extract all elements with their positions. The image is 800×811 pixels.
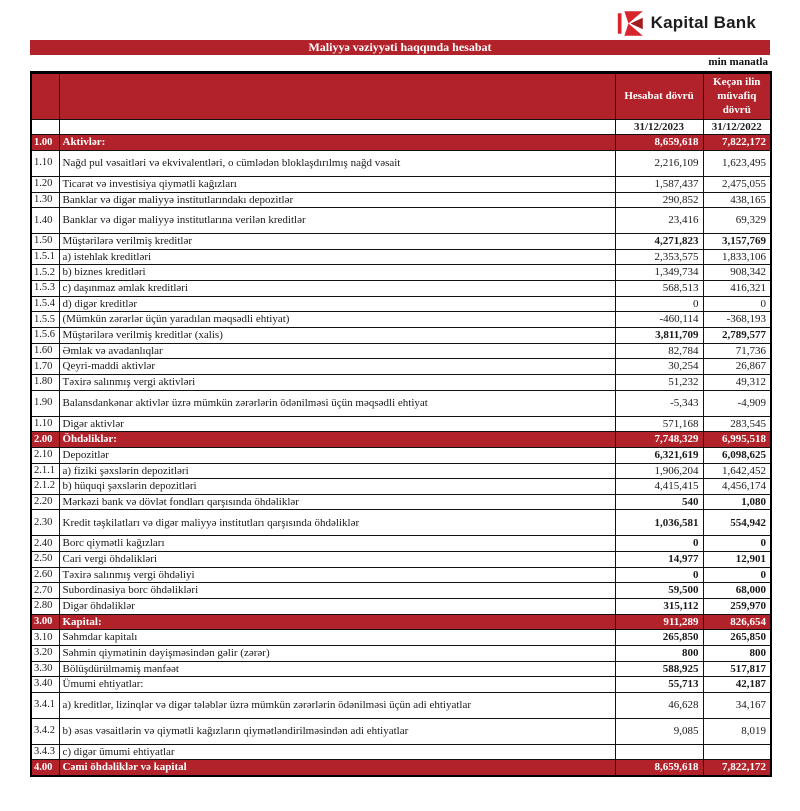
table-row (31, 208, 771, 234)
header-cell-number (31, 73, 59, 120)
row-num: 3.40 (31, 677, 59, 693)
date-header-row (31, 120, 771, 135)
row-num: 2.10 (31, 447, 59, 463)
row-v2: 517,817 (703, 661, 771, 677)
row-label: Bölüşdürülməmiş mənfəət (59, 661, 615, 677)
row-num: 3.4.3 (31, 744, 59, 760)
row-v2: 26,867 (703, 359, 771, 375)
table-row (31, 390, 771, 416)
row-num: 1.90 (31, 390, 59, 416)
row-label: Kapital: (59, 614, 615, 630)
table-row (31, 249, 771, 265)
row-num: 1.60 (31, 343, 59, 359)
table-row (31, 374, 771, 390)
row-label: Depozitlər (59, 447, 615, 463)
row-v1: 911,289 (615, 614, 703, 630)
row-label: Qeyri-maddi aktivlər (59, 359, 615, 375)
row-v2: 265,850 (703, 630, 771, 646)
row-v2: 554,942 (703, 510, 771, 536)
row-v1: 0 (615, 296, 703, 312)
date-cell-empty (59, 120, 615, 135)
row-label: Əmlak və avadanlıqlar (59, 343, 615, 359)
row-label: Müştərilərə verilmiş kreditlər (xalis) (59, 328, 615, 344)
table-row (31, 416, 771, 432)
row-label: a) fiziki şəxslərin depozitləri (59, 463, 615, 479)
table-row (31, 583, 771, 599)
row-label: (Mümkün zərərlər üçün yaradılan məqsədli ehtiyat) (59, 312, 615, 328)
row-label: c) digər ümumi ehtiyatlar (59, 744, 615, 760)
row-label: Cəmi öhdəliklər və kapital (59, 760, 615, 776)
row-v2: -4,909 (703, 390, 771, 416)
row-v1: -5,343 (615, 390, 703, 416)
header-cell-prior-period: Keçən ilin müvafiq dövrü (703, 73, 771, 120)
table-row (31, 176, 771, 192)
row-v1: 82,784 (615, 343, 703, 359)
row-num: 3.20 (31, 645, 59, 661)
row-v1: 3,811,709 (615, 328, 703, 344)
row-v2: 438,165 (703, 192, 771, 208)
row-num: 2.40 (31, 536, 59, 552)
row-v1: 4,271,823 (615, 234, 703, 250)
row-v2: 42,187 (703, 677, 771, 693)
row-num: 1.5.5 (31, 312, 59, 328)
row-label: Səhmdar kapitalı (59, 630, 615, 646)
row-num: 3.4.1 (31, 692, 59, 718)
row-v2: 1,623,495 (703, 150, 771, 176)
row-v2: 2,789,577 (703, 328, 771, 344)
row-num: 1.80 (31, 374, 59, 390)
row-v2: 1,833,106 (703, 249, 771, 265)
row-label: Aktivlər: (59, 135, 615, 151)
table-row (31, 150, 771, 176)
column-header-row (31, 73, 771, 120)
table-row (31, 661, 771, 677)
table-row (31, 312, 771, 328)
row-label: Banklar və digər maliyyə institutlarına verilən kreditlər (59, 208, 615, 234)
row-v2: 49,312 (703, 374, 771, 390)
row-v1 (615, 744, 703, 760)
row-label: Ümumi ehtiyatlar: (59, 677, 615, 693)
row-label: Digər öhdəliklər (59, 598, 615, 614)
table-row (31, 598, 771, 614)
row-label: Öhdəliklər: (59, 432, 615, 448)
table-row (31, 265, 771, 281)
table-row (31, 192, 771, 208)
row-v1: 568,513 (615, 281, 703, 297)
header-cell-current-period: Hesabat dövrü (615, 73, 703, 120)
row-v1: 51,232 (615, 374, 703, 390)
row-v2: 0 (703, 296, 771, 312)
row-v2: 6,995,518 (703, 432, 771, 448)
row-v2: 3,157,769 (703, 234, 771, 250)
table-row (31, 343, 771, 359)
row-v1: 46,628 (615, 692, 703, 718)
header-cell-label (59, 73, 615, 120)
row-label: Səhmin qiymətinin dəyişməsindən gəlir (zərər) (59, 645, 615, 661)
row-v1: 55,713 (615, 677, 703, 693)
table-row (31, 296, 771, 312)
row-v1: 6,321,619 (615, 447, 703, 463)
row-num: 1.10 (31, 416, 59, 432)
row-v2: 0 (703, 536, 771, 552)
row-v2: 259,970 (703, 598, 771, 614)
row-v2: 283,545 (703, 416, 771, 432)
row-v2: 8,019 (703, 718, 771, 744)
row-num: 1.10 (31, 150, 59, 176)
row-v2: 68,000 (703, 583, 771, 599)
row-v1: 265,850 (615, 630, 703, 646)
row-num: 3.30 (31, 661, 59, 677)
row-v1: 8,659,618 (615, 135, 703, 151)
row-v1: 8,659,618 (615, 760, 703, 776)
row-label: Ticarət və investisiya qiymətli kağızları (59, 176, 615, 192)
row-num: 2.80 (31, 598, 59, 614)
row-label: Cari vergi öhdəlikləri (59, 552, 615, 568)
row-v2 (703, 744, 771, 760)
table-row (31, 479, 771, 495)
row-label: b) biznes kreditləri (59, 265, 615, 281)
table-row (31, 744, 771, 760)
report-table-body (31, 135, 771, 776)
row-v1: 14,977 (615, 552, 703, 568)
row-v1: -460,114 (615, 312, 703, 328)
row-v2: 69,329 (703, 208, 771, 234)
row-label: c) daşınmaz əmlak kreditləri (59, 281, 615, 297)
row-v1: 0 (615, 567, 703, 583)
table-row (31, 463, 771, 479)
row-num: 2.60 (31, 567, 59, 583)
row-v1: 4,415,415 (615, 479, 703, 495)
row-v1: 1,906,204 (615, 463, 703, 479)
row-num: 1.40 (31, 208, 59, 234)
row-v2: -368,193 (703, 312, 771, 328)
section-row (31, 614, 771, 630)
row-label: b) hüquqi şəxslərin depozitləri (59, 479, 615, 495)
page-header (0, 0, 800, 40)
table-row (31, 234, 771, 250)
table-row (31, 552, 771, 568)
table-row (31, 328, 771, 344)
row-num: 1.20 (31, 176, 59, 192)
row-label: Müştərilərə verilmiş kreditlər (59, 234, 615, 250)
table-row (31, 718, 771, 744)
row-label: d) digər kreditlər (59, 296, 615, 312)
table-row (31, 359, 771, 375)
brand-name: Kapital Bank (650, 13, 756, 32)
table-row (31, 677, 771, 693)
table-row (31, 494, 771, 510)
row-num: 2.50 (31, 552, 59, 568)
table-row (31, 447, 771, 463)
row-num: 3.4.2 (31, 718, 59, 744)
row-v1: 588,925 (615, 661, 703, 677)
row-label: Balansdankənar aktivlər üzrə mümkün zərərlərin ödənilməsi üçün məqsədli ehtiyat (59, 390, 615, 416)
table-row (31, 536, 771, 552)
row-v1: 2,216,109 (615, 150, 703, 176)
row-num: 2.20 (31, 494, 59, 510)
row-label: Banklar və digər maliyyə institutlarındakı depozitlər (59, 192, 615, 208)
row-label: a) kreditlər, lizinqlər və digər tələblər üzrə mümkün zərərlərin ödənilməsi üçün adi ehtiyatlar (59, 692, 615, 718)
table-row (31, 630, 771, 646)
financial-position-table (30, 71, 772, 777)
row-v1: 571,168 (615, 416, 703, 432)
row-label: Kredit təşkilatları və digər maliyyə institutları qarşısında öhdəliklər (59, 510, 615, 536)
row-label: Nağd pul vəsaitləri və ekvivalentləri, o cümlədən bloklaşdırılmış nağd vəsait (59, 150, 615, 176)
row-num: 2.00 (31, 432, 59, 448)
row-v2: 800 (703, 645, 771, 661)
section-row (31, 135, 771, 151)
table-row (31, 281, 771, 297)
row-label: b) əsas vəsaitlərin və qiymətli kağızların qiymətləndirilməsindən adi ehtiyatlar (59, 718, 615, 744)
kapital-bank-logo-icon (617, 10, 644, 37)
row-v2: 34,167 (703, 692, 771, 718)
row-num: 1.00 (31, 135, 59, 151)
row-v2: 0 (703, 567, 771, 583)
row-num: 2.1.1 (31, 463, 59, 479)
row-v1: 1,036,581 (615, 510, 703, 536)
row-v2: 71,736 (703, 343, 771, 359)
row-num: 2.30 (31, 510, 59, 536)
table-row (31, 510, 771, 536)
row-num: 3.00 (31, 614, 59, 630)
row-num: 1.5.3 (31, 281, 59, 297)
row-v2: 4,456,174 (703, 479, 771, 495)
row-v1: 0 (615, 536, 703, 552)
section-row (31, 760, 771, 776)
kapital-bank-logo (617, 10, 756, 37)
row-num: 2.70 (31, 583, 59, 599)
date-current-period: 31/12/2023 (615, 120, 703, 135)
row-v2: 1,080 (703, 494, 771, 510)
date-cell-empty (31, 120, 59, 135)
row-v2: 12,901 (703, 552, 771, 568)
row-num: 1.5.6 (31, 328, 59, 344)
row-num: 1.70 (31, 359, 59, 375)
section-row (31, 432, 771, 448)
row-num: 4.00 (31, 760, 59, 776)
row-v2: 1,642,452 (703, 463, 771, 479)
row-v2: 908,342 (703, 265, 771, 281)
table-row (31, 567, 771, 583)
row-label: Digər aktivlər (59, 416, 615, 432)
row-label: Təxirə salınmış vergi öhdəliyi (59, 567, 615, 583)
table-row (31, 692, 771, 718)
row-label: Subordinasiya borc öhdəlikləri (59, 583, 615, 599)
row-v2: 7,822,172 (703, 760, 771, 776)
row-v1: 1,349,734 (615, 265, 703, 281)
row-num: 3.10 (31, 630, 59, 646)
report-title-bar: Maliyyə vəziyyəti haqqında hesabat (30, 40, 770, 55)
row-label: Mərkəzi bank və dövlət fondları qarşısında öhdəliklər (59, 494, 615, 510)
row-label: Təxirə salınmış vergi aktivləri (59, 374, 615, 390)
row-v2: 416,321 (703, 281, 771, 297)
row-v1: 290,852 (615, 192, 703, 208)
row-label: a) istehlak kreditləri (59, 249, 615, 265)
row-v1: 2,353,575 (615, 249, 703, 265)
row-v2: 7,822,172 (703, 135, 771, 151)
row-v1: 59,500 (615, 583, 703, 599)
row-num: 1.5.1 (31, 249, 59, 265)
date-prior-period: 31/12/2022 (703, 120, 771, 135)
row-v2: 6,098,625 (703, 447, 771, 463)
row-v1: 23,416 (615, 208, 703, 234)
row-num: 1.5.4 (31, 296, 59, 312)
row-v2: 2,475,055 (703, 176, 771, 192)
row-label: Borc qiymətli kağızları (59, 536, 615, 552)
row-num: 2.1.2 (31, 479, 59, 495)
unit-note: min manatla (708, 56, 768, 68)
table-row (31, 645, 771, 661)
row-v1: 315,112 (615, 598, 703, 614)
row-v1: 30,254 (615, 359, 703, 375)
row-v1: 9,085 (615, 718, 703, 744)
row-num: 1.5.2 (31, 265, 59, 281)
row-num: 1.50 (31, 234, 59, 250)
row-num: 1.30 (31, 192, 59, 208)
row-v1: 540 (615, 494, 703, 510)
row-v1: 800 (615, 645, 703, 661)
row-v1: 7,748,329 (615, 432, 703, 448)
row-v1: 1,587,437 (615, 176, 703, 192)
row-v2: 826,654 (703, 614, 771, 630)
